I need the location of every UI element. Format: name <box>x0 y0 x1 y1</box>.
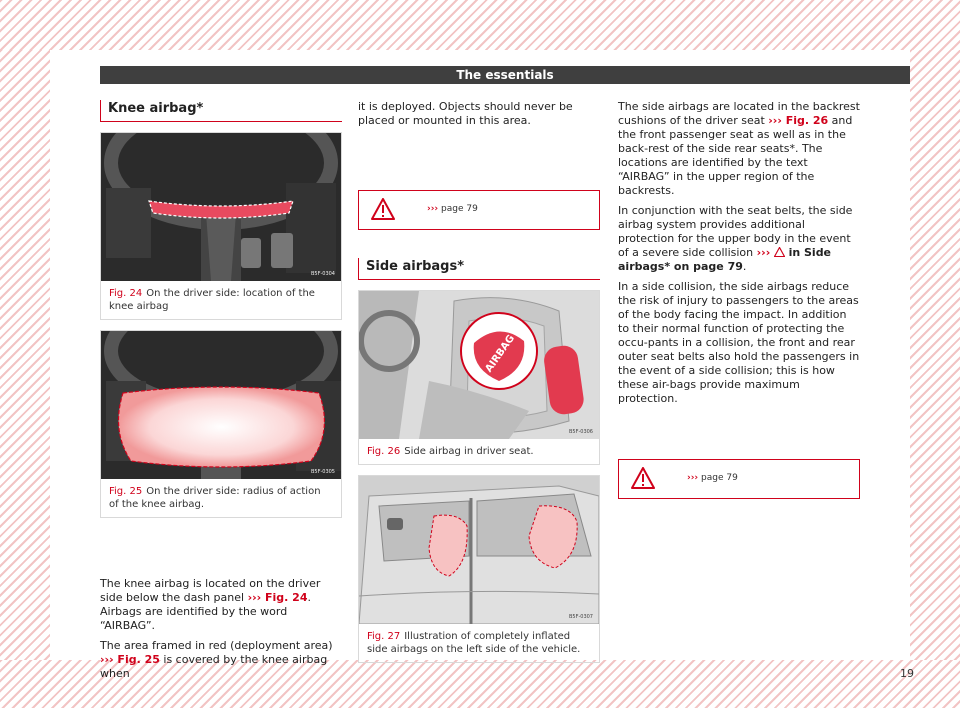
paragraph: it is deployed. Objects should never be placed or mounted in this area. <box>358 100 573 127</box>
hatch-border-left <box>0 50 50 660</box>
knee-airbag-radius-illustration <box>101 331 341 479</box>
figure-24 <box>100 132 342 320</box>
paragraph: The side airbags are located in the backrest cushions of the driver seat ››› Fig. 26 and the front passenger seat as well as in the back-rest of the side rear seats*. The locations are identified by the text “AIRBAG” in the upper region of the backrests. <box>618 100 860 197</box>
side-airbags-text <box>618 100 860 406</box>
figure-25-image <box>101 331 341 479</box>
figure-26-caption: Fig. 26 Side airbag in driver seat. <box>367 446 534 457</box>
figure-link[interactable]: ››› Fig. 26 <box>768 114 829 127</box>
figure-link[interactable]: ››› Fig. 24 <box>247 591 308 604</box>
figure-code: B5F-0306 <box>568 429 593 435</box>
figure-24-caption: Fig. 24 On the driver side: location of the knee airbag <box>109 288 315 312</box>
knee-airbag-location-illustration <box>101 133 341 281</box>
figure-25 <box>100 330 342 518</box>
figure-26 <box>358 290 600 465</box>
warning-triangle-icon <box>774 247 785 257</box>
section-title-side-airbags: Side airbags* <box>358 258 600 280</box>
figure-27-image <box>359 476 599 624</box>
hatch-border-top <box>0 0 960 50</box>
section-title-knee-airbag: Knee airbag* <box>100 100 342 122</box>
hatch-border-right <box>910 50 960 660</box>
warning-page-link[interactable]: ››› page 79 <box>427 204 478 214</box>
paragraph: The area framed in red (deployment area) ››› Fig. 25 is covered by the knee airbag when <box>100 639 333 680</box>
warning-box <box>618 459 860 499</box>
inflated-side-airbags-illustration <box>359 476 599 624</box>
airbag-label: AIRBAG <box>483 333 517 375</box>
side-airbag-seat-illustration <box>359 291 599 439</box>
warning-link[interactable]: ››› <box>756 246 771 259</box>
figure-code: B5F-0304 <box>310 271 335 277</box>
figure-26-image <box>359 291 599 439</box>
warning-page-link[interactable]: ››› page 79 <box>687 473 738 483</box>
figure-27-caption: Fig. 27 Illustration of completely inflated side airbags on the left side of the vehicle. <box>367 631 581 655</box>
figure-25-caption: Fig. 25 On the driver side: radius of action of the knee airbag. <box>109 486 321 510</box>
warning-box <box>358 190 600 230</box>
figure-24-image <box>101 133 341 281</box>
figure-code: B5F-0307 <box>568 614 593 620</box>
page-header: The essentials <box>100 66 910 84</box>
paragraph: In a side collision, the side airbags reduce the risk of injury to passengers to the areas of the body facing the impact. In addition to their normal function of protecting the occu-pants in a collision, the front and rear outer seat belts also hold the passengers in the event of a side collision; this is how these air-bags provide maximum protection. <box>618 280 860 405</box>
page-number: 19 <box>900 667 914 680</box>
knee-airbag-text <box>100 577 342 681</box>
warning-triangle-icon <box>371 198 395 220</box>
figure-link[interactable]: ››› Fig. 25 <box>100 653 160 666</box>
paragraph: The knee airbag is located on the driver side below the dash panel ››› Fig. 24. Airbags are identified by the word “AIRBAG”. <box>100 577 321 632</box>
figure-code: B5F-0305 <box>310 469 335 475</box>
warning-triangle-icon <box>631 467 655 489</box>
figure-27 <box>358 475 600 663</box>
paragraph: In conjunction with the seat belts, the side airbag system provides additional protection for the upper body in the event of a severe side collision ››› in Side airbags* on page 79. <box>618 204 853 273</box>
page <box>50 50 914 680</box>
